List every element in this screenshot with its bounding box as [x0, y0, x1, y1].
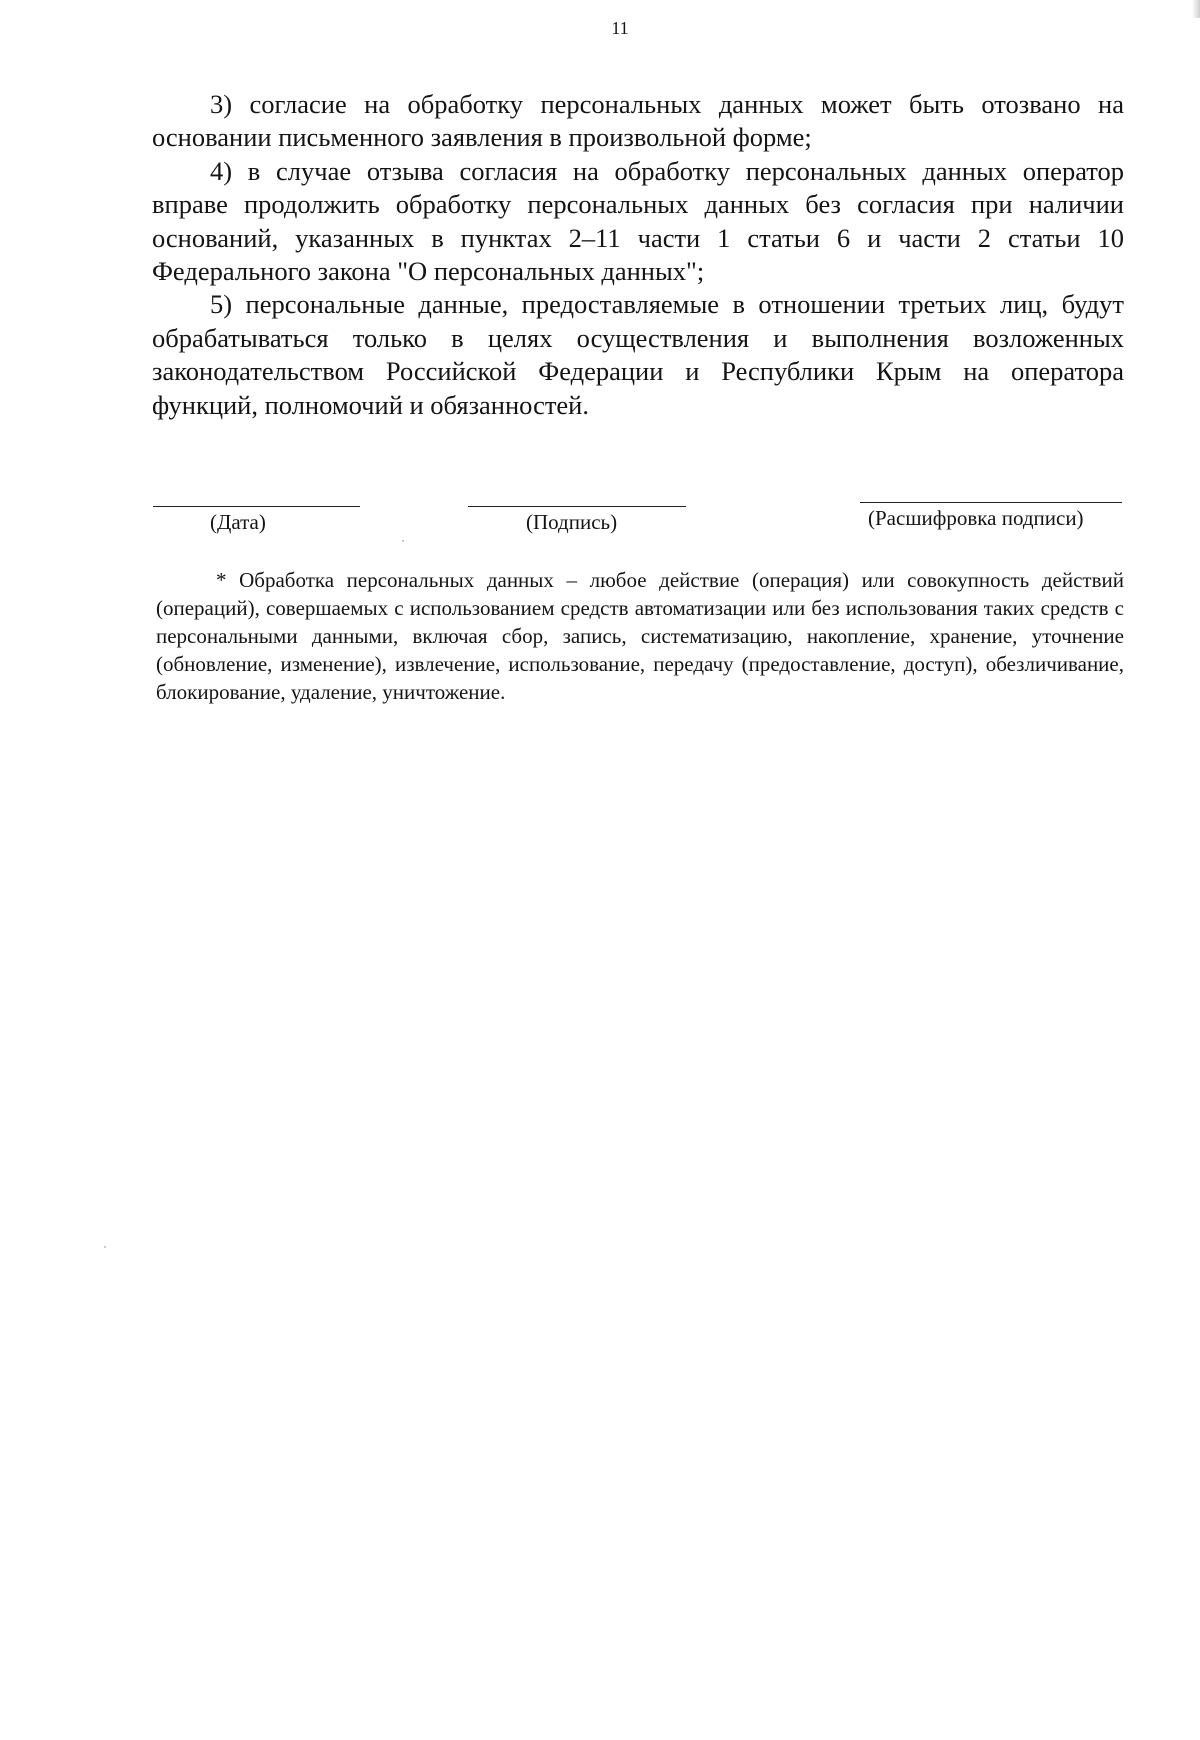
signature-label: (Подпись): [526, 510, 618, 534]
page-number: 11: [611, 18, 629, 38]
paragraph-item-5: 5) персональные данные, предоставляемые в отношении третьих лиц, будут обрабатываться только в целях осуществления и выполнения возложенных законодательством Российской Федерации и Республики Крым на оператора функций, полномочий и обязанностей.: [152, 289, 1124, 420]
scan-speck: [402, 540, 404, 542]
scan-speck: [104, 1246, 106, 1248]
date-label: (Дата): [210, 510, 266, 534]
consent-terms: [152, 88, 1124, 422]
signature-line[interactable]: [468, 506, 686, 507]
footnote-text: * Обработка персональных данных – любое действие (операция) или совокупность действий (операций), совершаемых с использованием средств автоматизации или без использования таких средств с персональными данными, включая сбор, запись, систематизацию, накопление, хранение, уточнение (обновление, изменение), извлечение, использование, передачу (предоставление, доступ), обезличивание, блокирование, удаление, уничтожение.: [156, 568, 1124, 704]
footnote: [156, 566, 1124, 706]
signature-decoding-line[interactable]: [860, 502, 1122, 503]
scan-edge-mark: [1192, 0, 1200, 18]
paragraph-item-4: 4) в случае отзыва согласия на обработку персональных данных оператор вправе продолжить обработку персональных данных без согласия при наличии оснований, указанных в пунктах 2–11 части 1 статьи 6 и части 2 статьи 10 Федерального закона "О персональных данных";: [152, 155, 1124, 287]
date-line[interactable]: [153, 506, 360, 507]
paragraph-item-3: 3) согласие на обработку персональных данных может быть отозвано на основании письменного заявления в произвольной форме;: [152, 89, 1124, 153]
signature-decoding-label: (Расшифровка подписи): [868, 506, 1084, 530]
